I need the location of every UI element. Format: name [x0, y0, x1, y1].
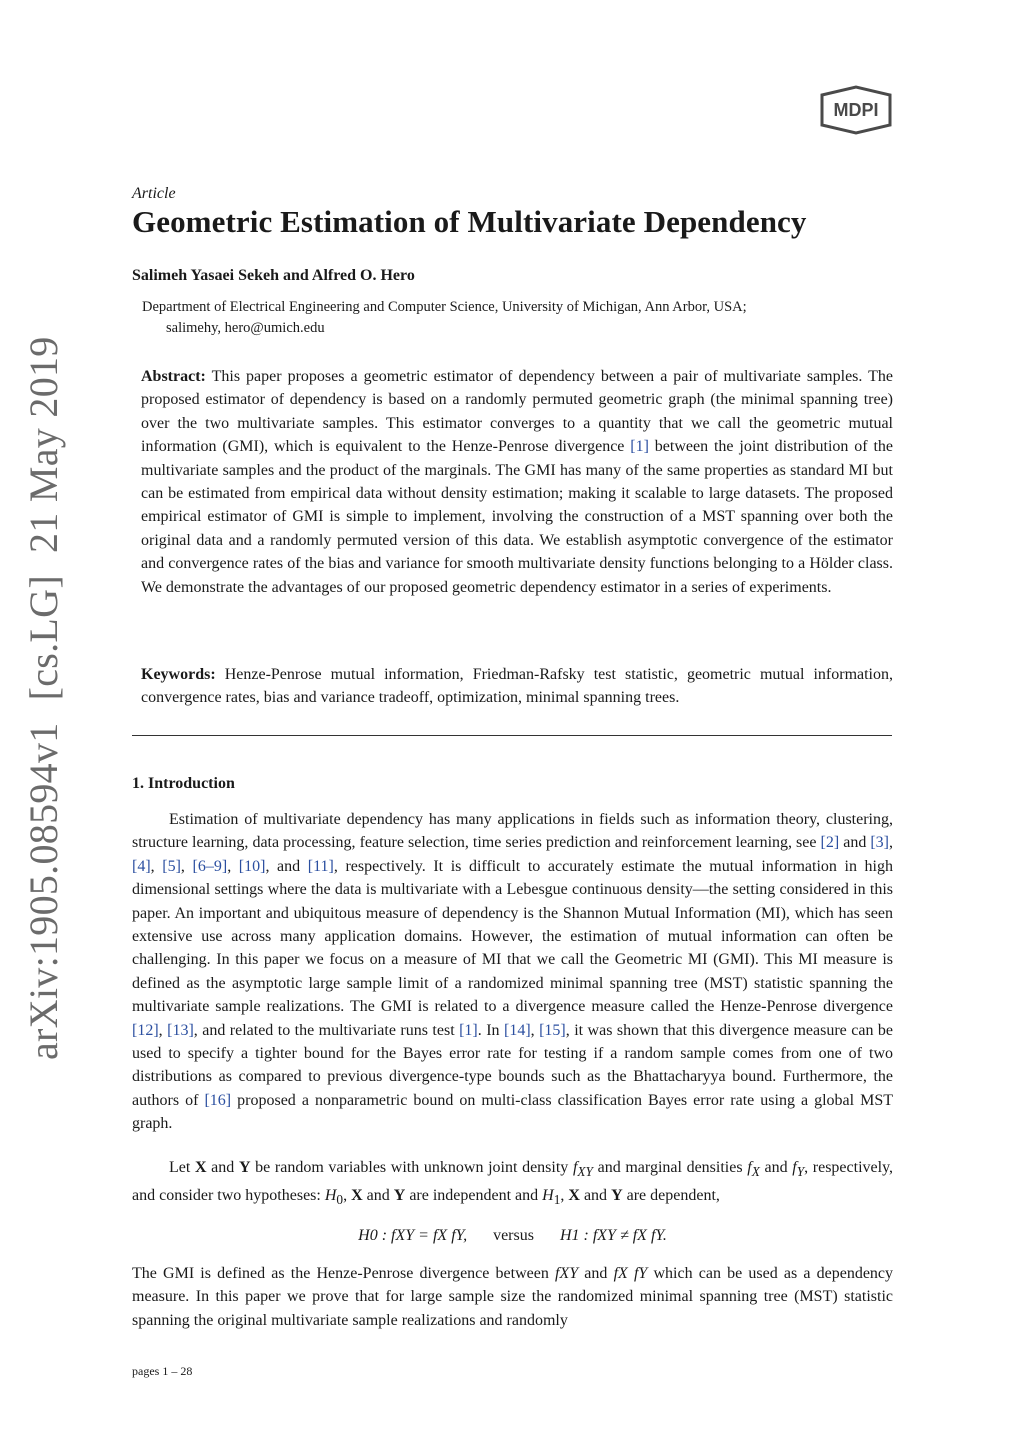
citation-link[interactable]: [6–9]	[192, 857, 228, 875]
text: , it was shown that this divergence measure can be used to specify a tighter bound for the Bayes error rate for testing if a random sample comes from one of two distributions as compared to previous divergence-type bounds such as the Bhattacharyya bound. Furthermore, the authors of	[132, 1021, 893, 1109]
equation-left: H0 : fXY = fX fY,	[358, 1227, 468, 1244]
hypothesis-equation	[132, 1227, 893, 1245]
text: proposed a nonparametric bound on multi-class classification Bayes error rate using a global MST graph.	[132, 1091, 893, 1133]
citation-link[interactable]: [15]	[539, 1021, 566, 1039]
intro-paragraph-2	[132, 1156, 893, 1211]
math-var: Y	[393, 1186, 406, 1204]
math-sub: Y	[796, 1164, 805, 1180]
keywords	[141, 663, 893, 710]
section-heading: 1. Introduction	[132, 775, 235, 792]
text: and	[206, 1159, 239, 1176]
text: ,	[180, 857, 193, 875]
affiliation-line: Department of Electrical Engineering and Computer Science, University of Michigan, Ann Arbor, USA;	[142, 299, 747, 315]
math-sub: XY	[577, 1164, 593, 1180]
text: ,	[158, 1021, 168, 1039]
intro-paragraph-3	[132, 1262, 893, 1332]
text: , and	[265, 857, 308, 875]
citation-link[interactable]: [16]	[204, 1091, 232, 1109]
text: Estimation of multivariate dependency has many applications in fields such as information theory, clustering, structure learning, data processing, feature selection, time series prediction and reinforcement learning, see	[132, 811, 893, 852]
author-emails: salimehy, hero@umich.edu	[166, 320, 325, 336]
math-expr: fXY	[555, 1265, 579, 1282]
mdpi-logo	[818, 85, 894, 135]
paper-title: Geometric Estimation of Multivariate Dependency	[132, 204, 807, 239]
citation-link[interactable]: [10]	[238, 857, 266, 875]
text: ,	[530, 1021, 540, 1039]
text: are dependent,	[622, 1186, 720, 1204]
abstract	[141, 365, 893, 599]
text: and	[839, 834, 871, 852]
math-var: X	[194, 1159, 207, 1176]
math-sub: X	[751, 1164, 760, 1180]
authors: Salimeh Yasaei Sekeh and Alfred O. Hero	[132, 267, 415, 284]
math-var: Y	[238, 1159, 251, 1176]
affiliation	[142, 297, 747, 339]
abstract-text: This paper proposes a geometric estimator of dependency between a pair of multivariate samples. The proposed estimator of dependency is based on a randomly permuted geometric graph (the minimal spanning tree) over the two multivariate samples. This estimator converges to a quantity that we call the geometric mutual information (GMI), which is equivalent to the Henze-Penrose divergence	[141, 368, 893, 456]
text: ,	[150, 857, 163, 875]
citation-link[interactable]: [12]	[132, 1021, 159, 1039]
text: ,	[889, 834, 893, 852]
text: The GMI is defined as the Henze-Penrose divergence between	[132, 1265, 556, 1282]
text: ,	[560, 1186, 569, 1204]
text: Let	[169, 1159, 195, 1176]
math-expr: fX fY	[613, 1265, 648, 1282]
text: and	[362, 1186, 394, 1204]
citation-link[interactable]: [11]	[307, 857, 334, 875]
abstract-label: Abstract:	[141, 368, 206, 385]
text: . In	[477, 1021, 504, 1039]
text: and marginal densities	[592, 1159, 748, 1176]
text: ,	[343, 1186, 352, 1204]
abstract-text: between the joint distribution of the multivariate samples and the product of the marginals. The GMI has many of the same properties as standard MI but can be estimated from empirical data without density estimation; making it scalable to large datasets. The proposed empirical estimator of GMI is simple to implement, involving the construction of a MST spanning over both the original data and a randomly permuted version of this data. We establish asymptotic convergence of the estimator and convergence rates of the bias and variance for smooth multivariate density functions belonging to a Hölder class. We demonstrate the advantages of our proposed geometric dependency estimator in a series of experiments.	[141, 438, 894, 596]
citation-link[interactable]: [14]	[503, 1021, 531, 1039]
citation-link[interactable]: [1]	[630, 438, 649, 456]
math-var: Y	[611, 1186, 623, 1204]
math-var: f	[572, 1159, 578, 1176]
text: and	[579, 1186, 612, 1204]
text: , and related to the multivariate runs test	[193, 1021, 460, 1039]
citation-link[interactable]: [1]	[459, 1021, 478, 1039]
text: which can be used as a dependency measure. In this paper we prove that for large sample size the randomized minimal spanning tree (MST) statistic spanning the original multivariate sample realizations and randomly	[132, 1265, 894, 1329]
citation-link[interactable]: [3]	[870, 834, 889, 852]
arxiv-id: arXiv:1905.08594v1	[21, 722, 66, 1060]
math-var: H	[324, 1186, 337, 1204]
equation-right: H1 : fXY ≠ fX fY.	[559, 1227, 667, 1244]
math-var: X	[568, 1186, 580, 1204]
citation-link[interactable]: [13]	[167, 1021, 194, 1039]
logo-text: MDPI	[833, 100, 879, 120]
arxiv-category: [cs.LG]	[21, 575, 66, 701]
citation-link[interactable]: [5]	[162, 857, 181, 875]
text: and	[578, 1265, 614, 1282]
keywords-text: Henze-Penrose mutual information, Friedman-Rafsky test statistic, geometric mutual information, convergence rates, bias and variance tradeoff, optimization, minimal spanning trees.	[141, 666, 893, 707]
divider	[132, 735, 892, 736]
page-footer: pages 1 – 28	[132, 1364, 193, 1378]
arxiv-sidebar	[20, 336, 67, 1060]
math-var: f	[792, 1159, 797, 1176]
article-type: Article	[132, 185, 176, 202]
text: are independent and	[405, 1186, 543, 1204]
text: and	[759, 1159, 793, 1176]
keywords-label: Keywords:	[141, 666, 216, 683]
math-sub: 0	[336, 1191, 344, 1207]
text: , respectively, and consider two hypotheses:	[132, 1159, 894, 1204]
math-var: f	[747, 1159, 752, 1176]
text: , respectively. It is difficult to accurately estimate the mutual information in high dimensional settings where the data is multivariate with a Lebesgue continuous density—the setting considered in this paper. An important and ubiquitous measure of dependency is the Shannon Mutual Information (MI), which has seen extensive use across many application domains. However, the estimation of mutual information can often be challenging. In this paper we focus on a measure of MI that we call the Geometric MI (GMI). This MI measure is defined as the asymptotic large sample limit of a randomized minimal spanning tree (MST) statistic spanning the multivariate sample realizations. The GMI is related to a divergence measure called the Henze-Penrose divergence	[132, 857, 893, 1016]
intro-paragraph-1	[132, 808, 893, 1136]
text: ,	[227, 857, 239, 875]
math-var: H	[542, 1186, 554, 1204]
equation-versus: versus	[493, 1227, 534, 1244]
arxiv-date: 21 May 2019	[21, 336, 66, 554]
citation-link[interactable]: [4]	[132, 857, 151, 875]
math-var: X	[351, 1186, 363, 1204]
citation-link[interactable]: [2]	[820, 834, 840, 852]
math-sub: 1	[553, 1191, 561, 1207]
text: be random variables with unknown joint density	[250, 1159, 573, 1176]
